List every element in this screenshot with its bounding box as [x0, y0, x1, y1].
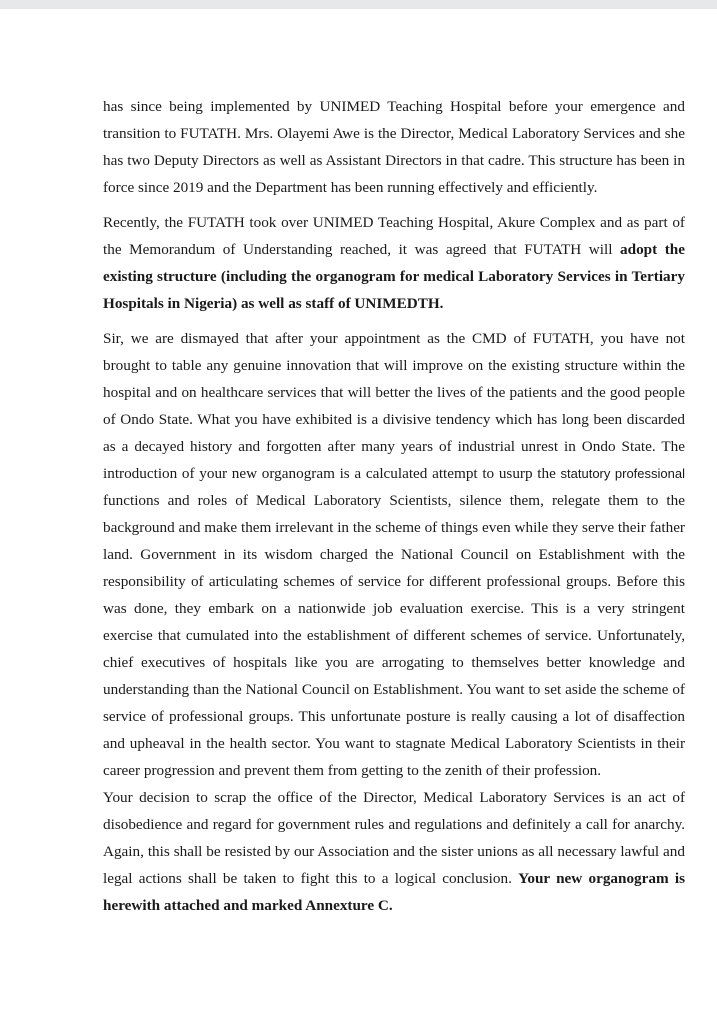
paragraph-3: [103, 325, 685, 784]
paragraph-1-text: has since being implemented by UNIMED Teaching Hospital before your emergence and transition to FUTATH. Mrs. Olayemi Awe is the Director, Medical Laboratory Services and she has two Deputy Directors as well as Assistant Directors in that cadre. This structure has been in force since 2019 and the Department has been running effectively and efficiently.: [103, 98, 685, 196]
paragraph-4: [103, 784, 685, 919]
document-page: [103, 93, 685, 919]
paragraph-3-text-end: functions and roles of Medical Laboratory Scientists, silence them, relegate them to the background and make them irrelevant in the scheme of things even while they serve their father land. Government in its wisdom charged the National Council on Establishment with the responsibility of articulating schemes of service for different professional groups. Before this was done, they embark on a nationwide job evaluation exercise. This is a very stringent exercise that cumulated into the establishment of different schemes of service. Unfortunately, chief executives of hospitals like you are arrogating to themselves better knowledge and understanding than the National Council on Establishment. You want to set aside the scheme of service of professional groups. This unfortunate posture is really causing a lot of disaffection and upheaval in the health sector. You want to stagnate Medical Laboratory Scientists in their career progression and prevent them from getting to the zenith of their profession.: [103, 492, 685, 779]
top-bar: [0, 0, 717, 9]
paragraph-4-bold-text: Your new organogram is herewith attached and marked Annexture C.: [103, 870, 685, 914]
paragraph-3-text-start: Sir, we are dismayed that after your appointment as the CMD of FUTATH, you have not brought to table any genuine innovation that will improve on the existing structure within the hospital and on healthcare services that will better the lives of the patients and the good people of Ondo State. What you have exhibited is a divisive tendency which has long been discarded as a decayed history and forgotten after many years of industrial unrest in Ondo State. The introduction of your new organogram is a calculated attempt to usurp the: [103, 330, 685, 482]
paragraph-2-text: Recently, the FUTATH took over UNIMED Teaching Hospital, Akure Complex and as part of the Memorandum of Understanding reached, it was agreed that FUTATH will: [103, 214, 685, 258]
paragraph-1: [103, 93, 685, 201]
paragraph-2: [103, 209, 685, 317]
paragraph-4-text: Your decision to scrap the office of the Director, Medical Laboratory Services is an act of disobedience and regard for government rules and regulations and definitely a call for anarchy. Again, this shall be resisted by our Association and the sister unions as all necessary lawful and legal actions shall be taken to fight this to a logical conclusion.: [103, 789, 685, 887]
paragraph-3-sans-text: statutory professional: [560, 466, 685, 481]
paragraph-2-bold-text: adopt the existing structure (including the organogram for medical Laboratory Services in Tertiary Hospitals in Nigeria) as well as staff of UNIMEDTH.: [103, 241, 685, 312]
